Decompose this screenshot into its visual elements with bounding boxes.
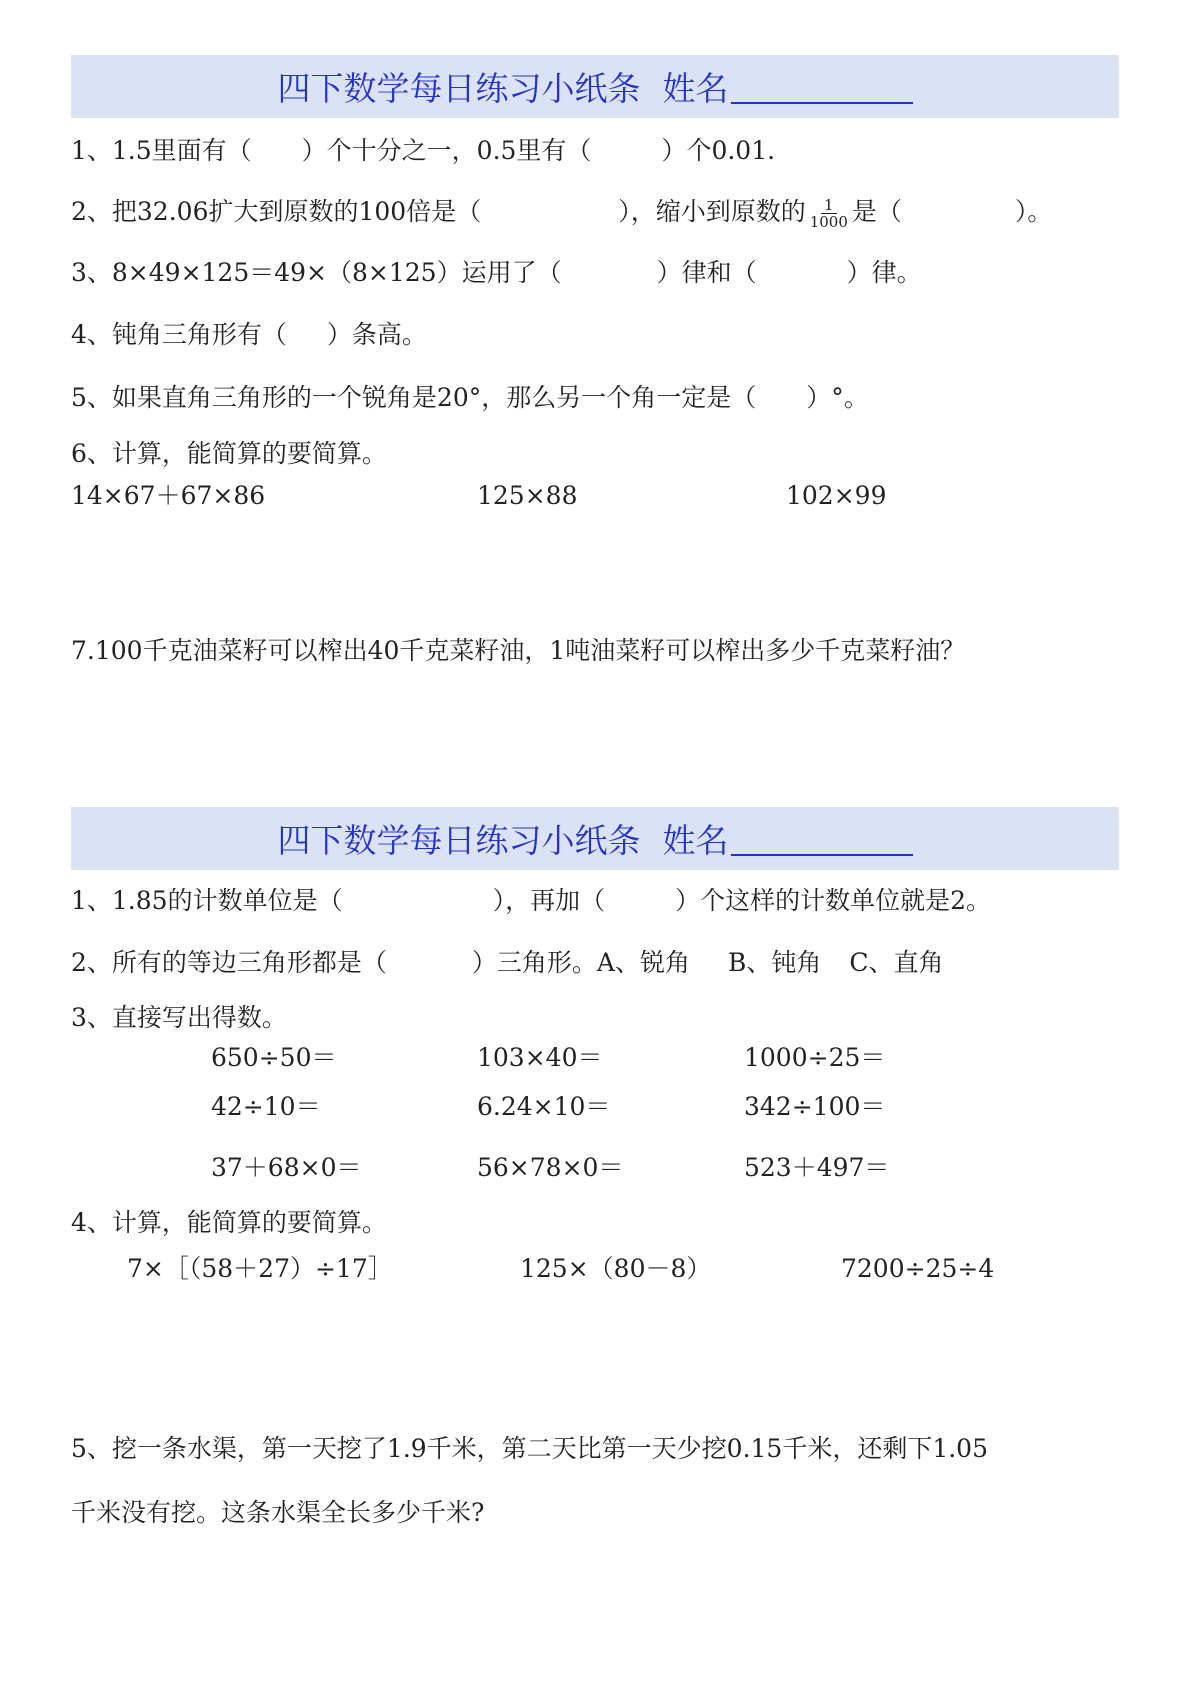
- calc-6-24-mul-10: 6.24×10＝: [477, 1092, 611, 1121]
- calc-37-plus-68-mul-0: 37＋68×0＝: [211, 1153, 362, 1182]
- fraction-one-thousandth: [807, 197, 851, 230]
- sheet2-question-5-line2: 千米没有挖。这条水渠全长多少千米?: [71, 1498, 485, 1527]
- sheet1-question-4: [71, 320, 427, 350]
- q3-text-c: ）律。: [846, 258, 922, 287]
- calc-103-mul-40: 103×40＝: [477, 1043, 603, 1072]
- calc-56-mul-78-mul-0: 56×78×0＝: [477, 1153, 624, 1182]
- sheet1-question-6-title: 6、计算，能简算的要简算。: [71, 439, 387, 468]
- s2q2-text-a: 2、所有的等边三角形都是（: [71, 948, 387, 977]
- sheet2-question-3-title: 3、直接写出得数。: [71, 1003, 287, 1032]
- sheet1-name-blank[interactable]: [731, 70, 913, 104]
- fraction-denominator: 1000: [809, 213, 848, 231]
- s2q1-text-a: 1、1.85的计数单位是（: [71, 886, 343, 915]
- sheet1-name-label: 姓名: [662, 69, 729, 108]
- q1-text-b: ）个十分之一，0.5里有（: [301, 136, 592, 165]
- s2q2-text-b: ）三角形。A、锐角: [471, 948, 690, 977]
- q4-text-a: 4、钝角三角形有（: [71, 320, 287, 349]
- q2-text-b: ），缩小到原数的: [618, 197, 806, 226]
- q2-text-a: 2、把32.06扩大到原数的100倍是（: [71, 197, 482, 226]
- sheet2-question-2: [71, 948, 944, 978]
- s2q1-text-c: ）个这样的计数单位就是2。: [675, 886, 992, 915]
- q1-text-c: ）个0.01.: [661, 136, 776, 165]
- sheet2-question-1: [71, 886, 991, 916]
- sheet2-name-label: 姓名: [662, 821, 729, 860]
- q2-text-c: 是（: [851, 197, 902, 226]
- sheet1-question-1: [71, 136, 775, 166]
- sheet2-name-blank[interactable]: [731, 822, 913, 856]
- q6-expression-3: 102×99: [786, 481, 887, 510]
- sheet2-title: 四下数学每日练习小纸条: [277, 821, 641, 860]
- fraction-numerator: 1: [821, 197, 837, 214]
- sheet2-question-5-line1: 5、挖一条水渠，第一天挖了1.9千米，第二天比第一天少挖0.15千米，还剩下1.05: [71, 1434, 988, 1463]
- q5-text-a: 5、如果直角三角形的一个锐角是20°，那么另一个角一定是（: [71, 383, 757, 412]
- q6-expression-2: 125×88: [477, 481, 578, 510]
- calc-523-plus-497: 523＋497＝: [744, 1153, 890, 1182]
- q2-text-d: ）。: [1014, 197, 1053, 226]
- sheet2-question-4-title: 4、计算，能简算的要简算。: [71, 1208, 387, 1237]
- sheet1-question-2: [71, 197, 1052, 230]
- s2q4-expression-1: 7×［（58＋27）÷17］: [127, 1254, 393, 1283]
- option-b-obtuse: B、钝角: [727, 948, 822, 977]
- s2q4-expression-3: 7200÷25÷4: [841, 1254, 995, 1283]
- s2q1-text-b: ），再加（: [492, 886, 606, 915]
- q5-text-b: ）°。: [806, 383, 869, 412]
- calc-42-div-10: 42÷10＝: [211, 1092, 321, 1121]
- sheet2-title-banner: [71, 807, 1119, 870]
- q6-expression-1: 14×67＋67×86: [71, 481, 266, 510]
- sheet1-question-5: [71, 383, 869, 413]
- q3-text-a: 3、8×49×125＝49×（8×125）运用了（: [71, 258, 562, 287]
- sheet1-title-banner: [71, 55, 1119, 118]
- q4-text-b: ）条高。: [326, 320, 427, 349]
- s2q4-expression-2: 125×（80－8）: [520, 1254, 712, 1283]
- calc-342-div-100: 342÷100＝: [744, 1092, 886, 1121]
- calc-1000-div-25: 1000÷25＝: [744, 1043, 886, 1072]
- sheet1-question-3: [71, 258, 922, 288]
- calc-650-div-50: 650÷50＝: [211, 1043, 337, 1072]
- sheet1-title: 四下数学每日练习小纸条: [277, 69, 641, 108]
- q1-text-a: 1、1.5里面有（: [71, 136, 252, 165]
- option-c-right: C、直角: [849, 948, 944, 977]
- sheet1-question-7: 7.100千克油菜籽可以榨出40千克菜籽油，1吨油菜籽可以榨出多少千克菜籽油？: [71, 636, 966, 665]
- q3-text-b: ）律和（: [656, 258, 757, 287]
